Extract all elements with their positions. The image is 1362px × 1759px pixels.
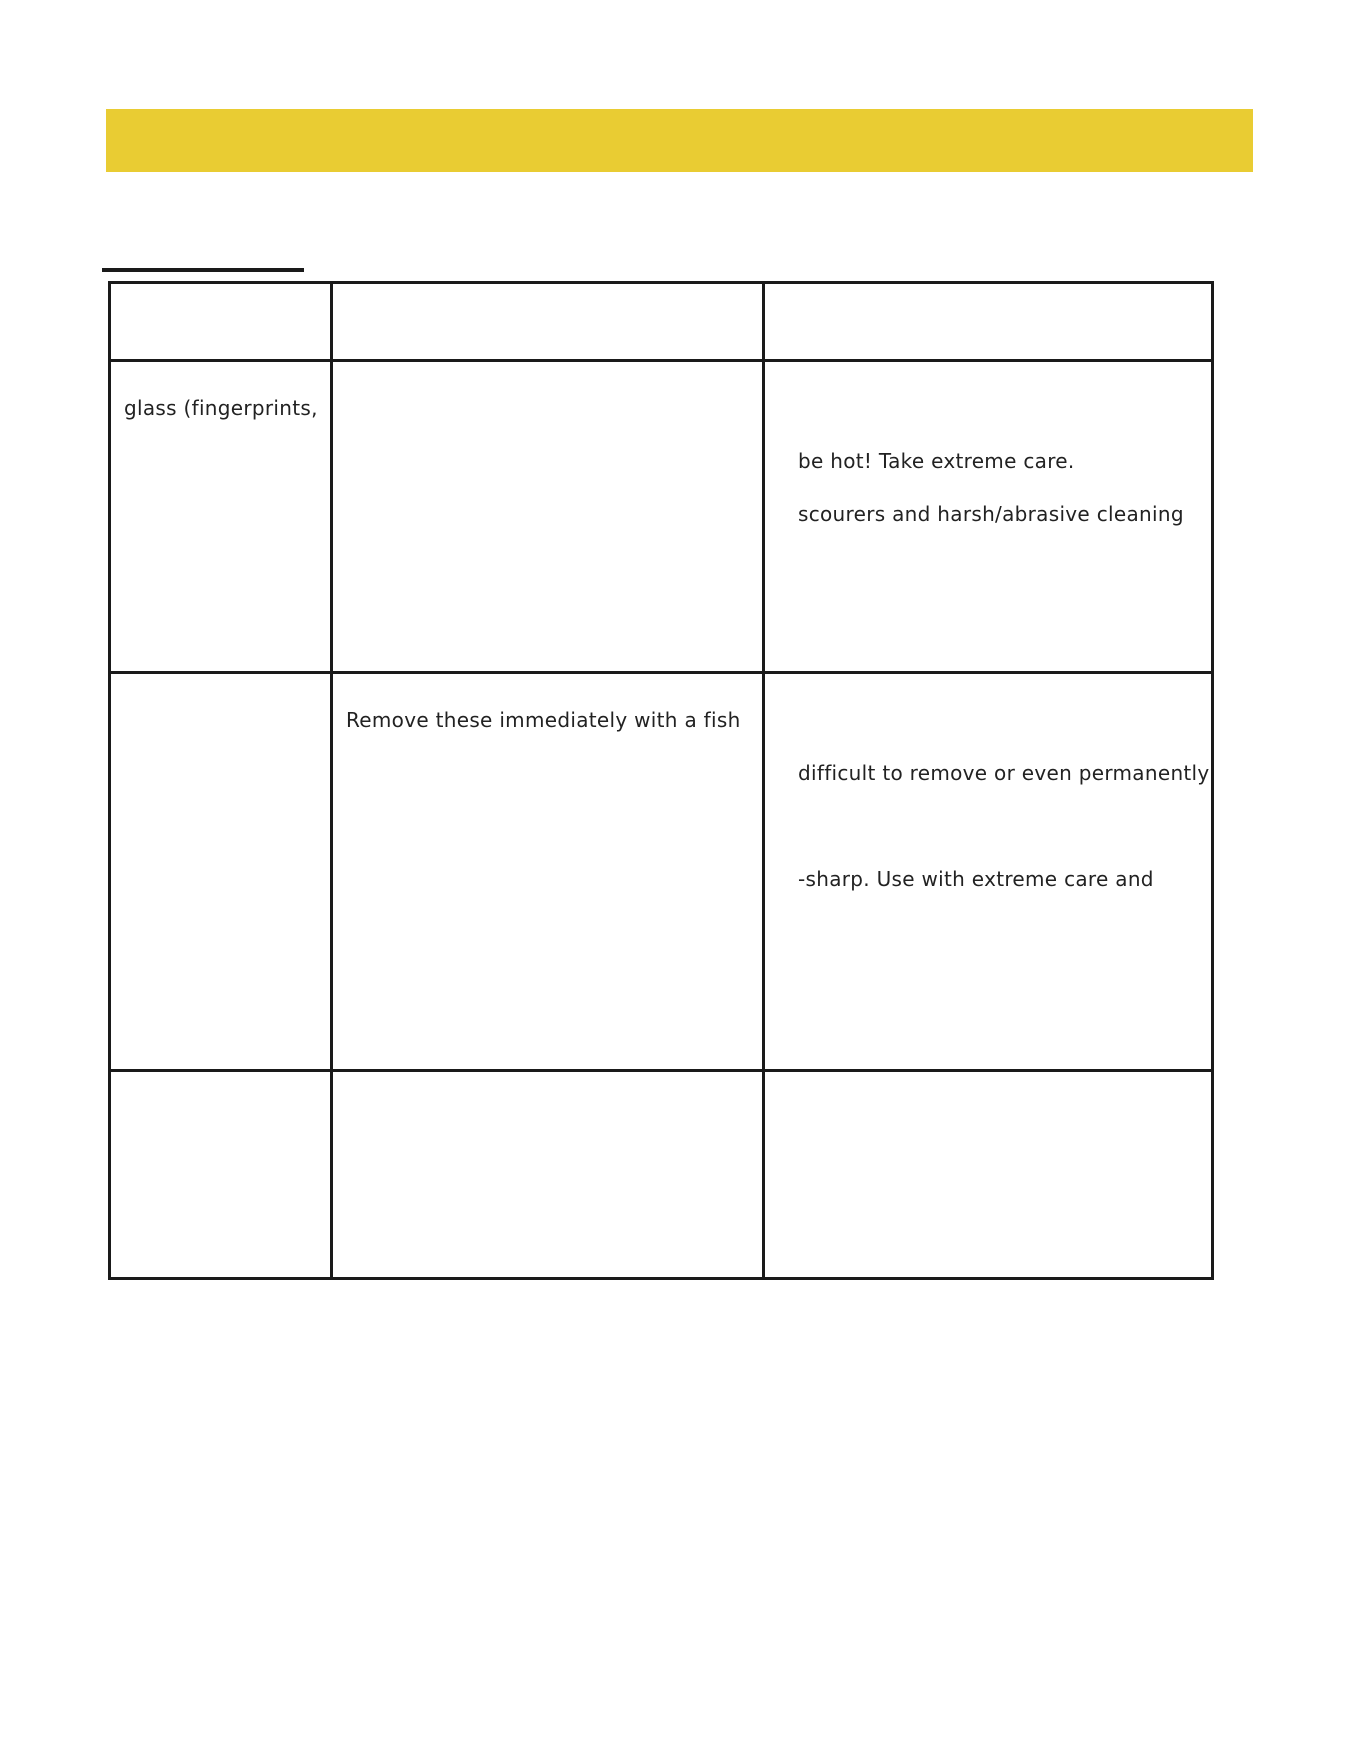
- row1-caution-line1: be hot! Take extreme care.: [798, 449, 1075, 473]
- care-table: [108, 281, 1214, 1280]
- row2-caution-line1: difficult to remove or even permanently: [798, 761, 1210, 785]
- column-divider-2: [762, 284, 765, 1277]
- row-divider-header: [111, 359, 1211, 362]
- column-divider-1: [330, 284, 333, 1277]
- row1-caution-line2: scourers and harsh/abrasive cleaning: [798, 502, 1184, 526]
- row2-method-text: Remove these immediately with a fish: [346, 708, 741, 732]
- section-heading-underline: [102, 268, 304, 272]
- row-divider-1: [111, 671, 1211, 674]
- header-band: [106, 109, 1253, 172]
- row-divider-2: [111, 1069, 1211, 1072]
- row1-item-text: glass (fingerprints,: [124, 396, 318, 420]
- row2-caution-line2: -sharp. Use with extreme care and: [798, 867, 1154, 891]
